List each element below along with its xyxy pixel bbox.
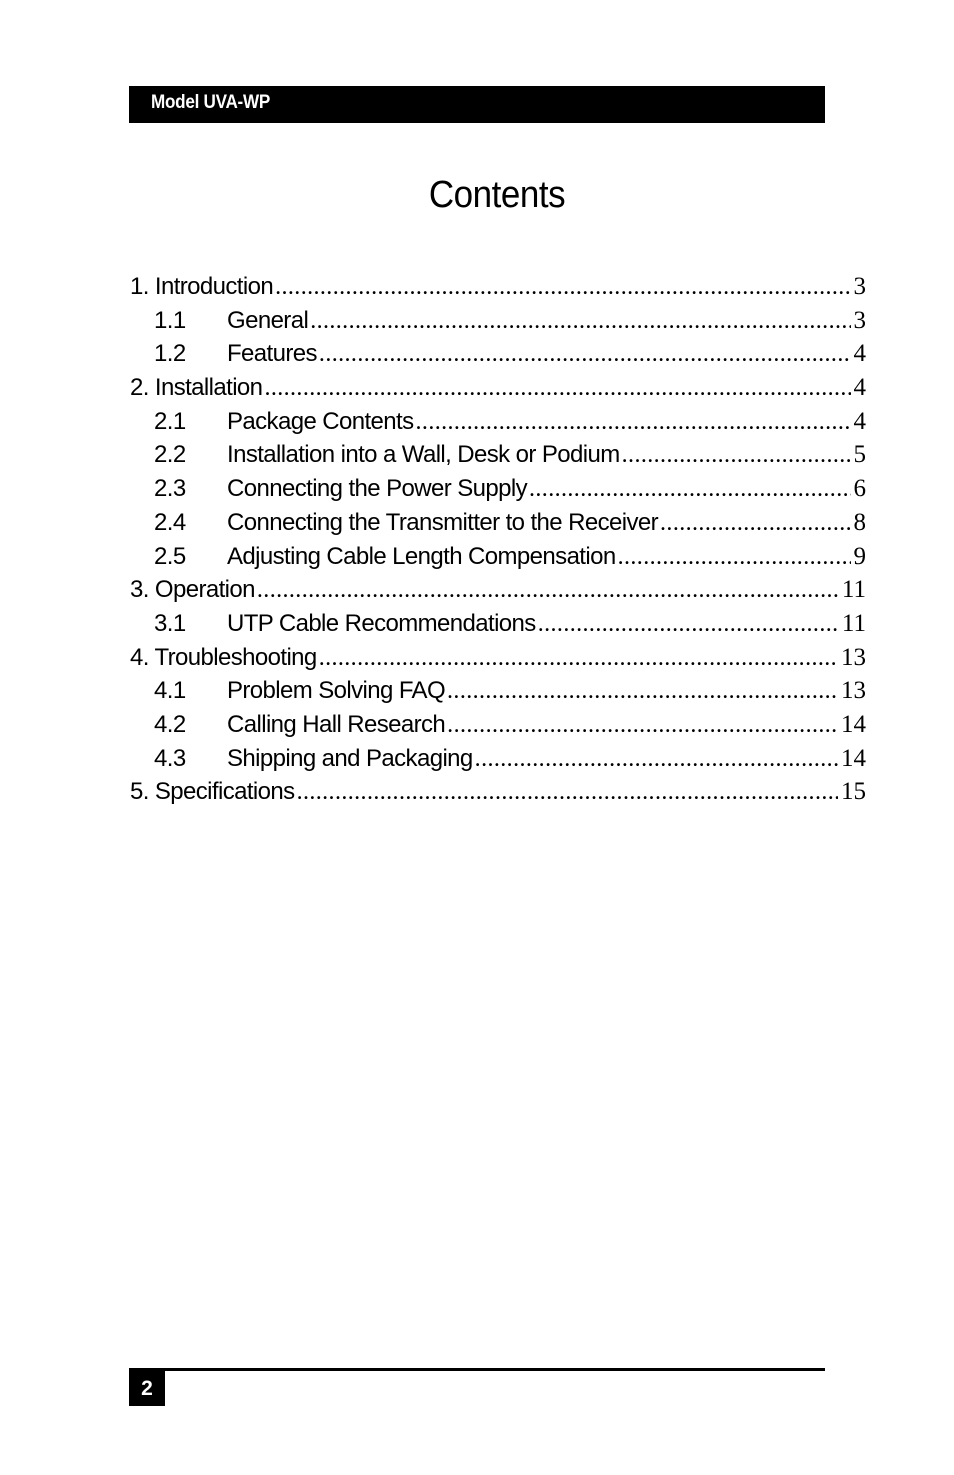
toc-dot-leader [297,776,838,809]
toc-entry[interactable] [130,742,866,776]
toc-entry-page: 4 [853,407,866,435]
toc-entry[interactable] [130,607,866,641]
toc-entry[interactable] [130,371,866,405]
toc-entry-label: Package Contents [227,407,414,435]
toc-entry-page: 3 [853,273,866,300]
toc-entry-page: 3 [853,306,866,334]
toc-dot-leader [538,608,839,641]
toc-entry[interactable] [130,270,866,304]
toc-dot-leader [447,709,838,742]
toc-entry-page: 6 [853,475,866,503]
toc-entry[interactable] [130,674,866,708]
toc-dot-leader [416,406,851,439]
toc-entry-page: 14 [841,744,866,772]
toc-entry-number: 2.1 [154,407,186,435]
model-name: Model UVA-WP [151,92,270,113]
toc-entry-label: UTP Cable Recommendations [227,609,536,637]
toc-entry-number: 2.2 [154,441,186,469]
toc-entry-label: 4. Troubleshooting [130,643,317,671]
toc-dot-leader [257,574,839,607]
toc-entry-page: 11 [841,609,866,637]
toc-dot-leader [475,743,838,776]
toc-dot-leader [264,372,850,405]
toc-entry[interactable] [130,540,866,574]
toc-entry-page: 15 [841,778,866,806]
toc-entry-label: Connecting the Power Supply [227,475,527,503]
toc-entry-label: General [227,306,309,334]
toc-entry[interactable] [130,775,866,809]
toc-entry[interactable] [130,304,866,338]
toc-entry-number: 1.2 [154,340,186,368]
toc-entry-number: 4.3 [154,744,186,772]
toc-dot-leader [310,305,850,338]
toc-entry-page: 13 [841,643,866,671]
toc-entry-number: 4.1 [154,677,186,705]
table-of-contents [130,270,866,809]
toc-entry-number: 2.5 [154,542,186,570]
toc-entry-label: Problem Solving FAQ [227,677,446,705]
footer-rule [129,1368,825,1371]
toc-dot-leader [447,675,838,708]
toc-entry-page: 13 [841,677,866,705]
toc-entry-label: Installation into a Wall, Desk or Podium [227,441,620,469]
toc-entry[interactable] [130,438,866,472]
toc-entry-label: Connecting the Transmitter to the Receiver [227,508,659,536]
running-header [129,86,825,123]
toc-entry-label: 2. Installation [130,374,263,402]
toc-entry-label: Adjusting Cable Length Compensation [227,542,616,570]
toc-entry-number: 2.4 [154,508,186,536]
toc-entry-label: Features [227,340,317,368]
toc-entry-label: 3. Operation [130,576,255,604]
toc-dot-leader [529,473,851,506]
toc-entry-page: 11 [841,576,866,604]
toc-entry-number: 4.2 [154,710,186,738]
toc-entry-label: Calling Hall Research [227,710,446,738]
toc-entry[interactable] [130,708,866,742]
toc-dot-leader [319,338,851,371]
toc-entry[interactable] [130,641,866,675]
toc-entry[interactable] [130,506,866,540]
toc-entry-page: 4 [853,374,866,402]
toc-dot-leader [622,439,851,472]
toc-entry[interactable] [130,337,866,371]
toc-entry-page: 5 [853,441,866,469]
toc-entry-number: 2.3 [154,475,186,503]
toc-entry-page: 14 [841,710,866,738]
toc-entry-page: 4 [853,340,866,368]
toc-entry-label: 5. Specifications [130,778,295,806]
toc-dot-leader [319,642,838,675]
toc-dot-leader [275,271,850,304]
page-title: Contents [428,174,566,216]
toc-entry-page: 8 [853,508,866,536]
toc-dot-leader [660,507,850,540]
toc-entry-label: Shipping and Packaging [227,744,473,772]
toc-entry[interactable] [130,405,866,439]
toc-entry-page: 9 [853,542,866,570]
toc-entry[interactable] [130,573,866,607]
toc-entry-label: 1. Introduction [130,273,274,300]
toc-entry-number: 1.1 [154,306,186,334]
toc-dot-leader [618,541,851,574]
page-number: 2 [129,1371,165,1406]
toc-entry-number: 3.1 [154,609,186,637]
toc-entry[interactable] [130,472,866,506]
